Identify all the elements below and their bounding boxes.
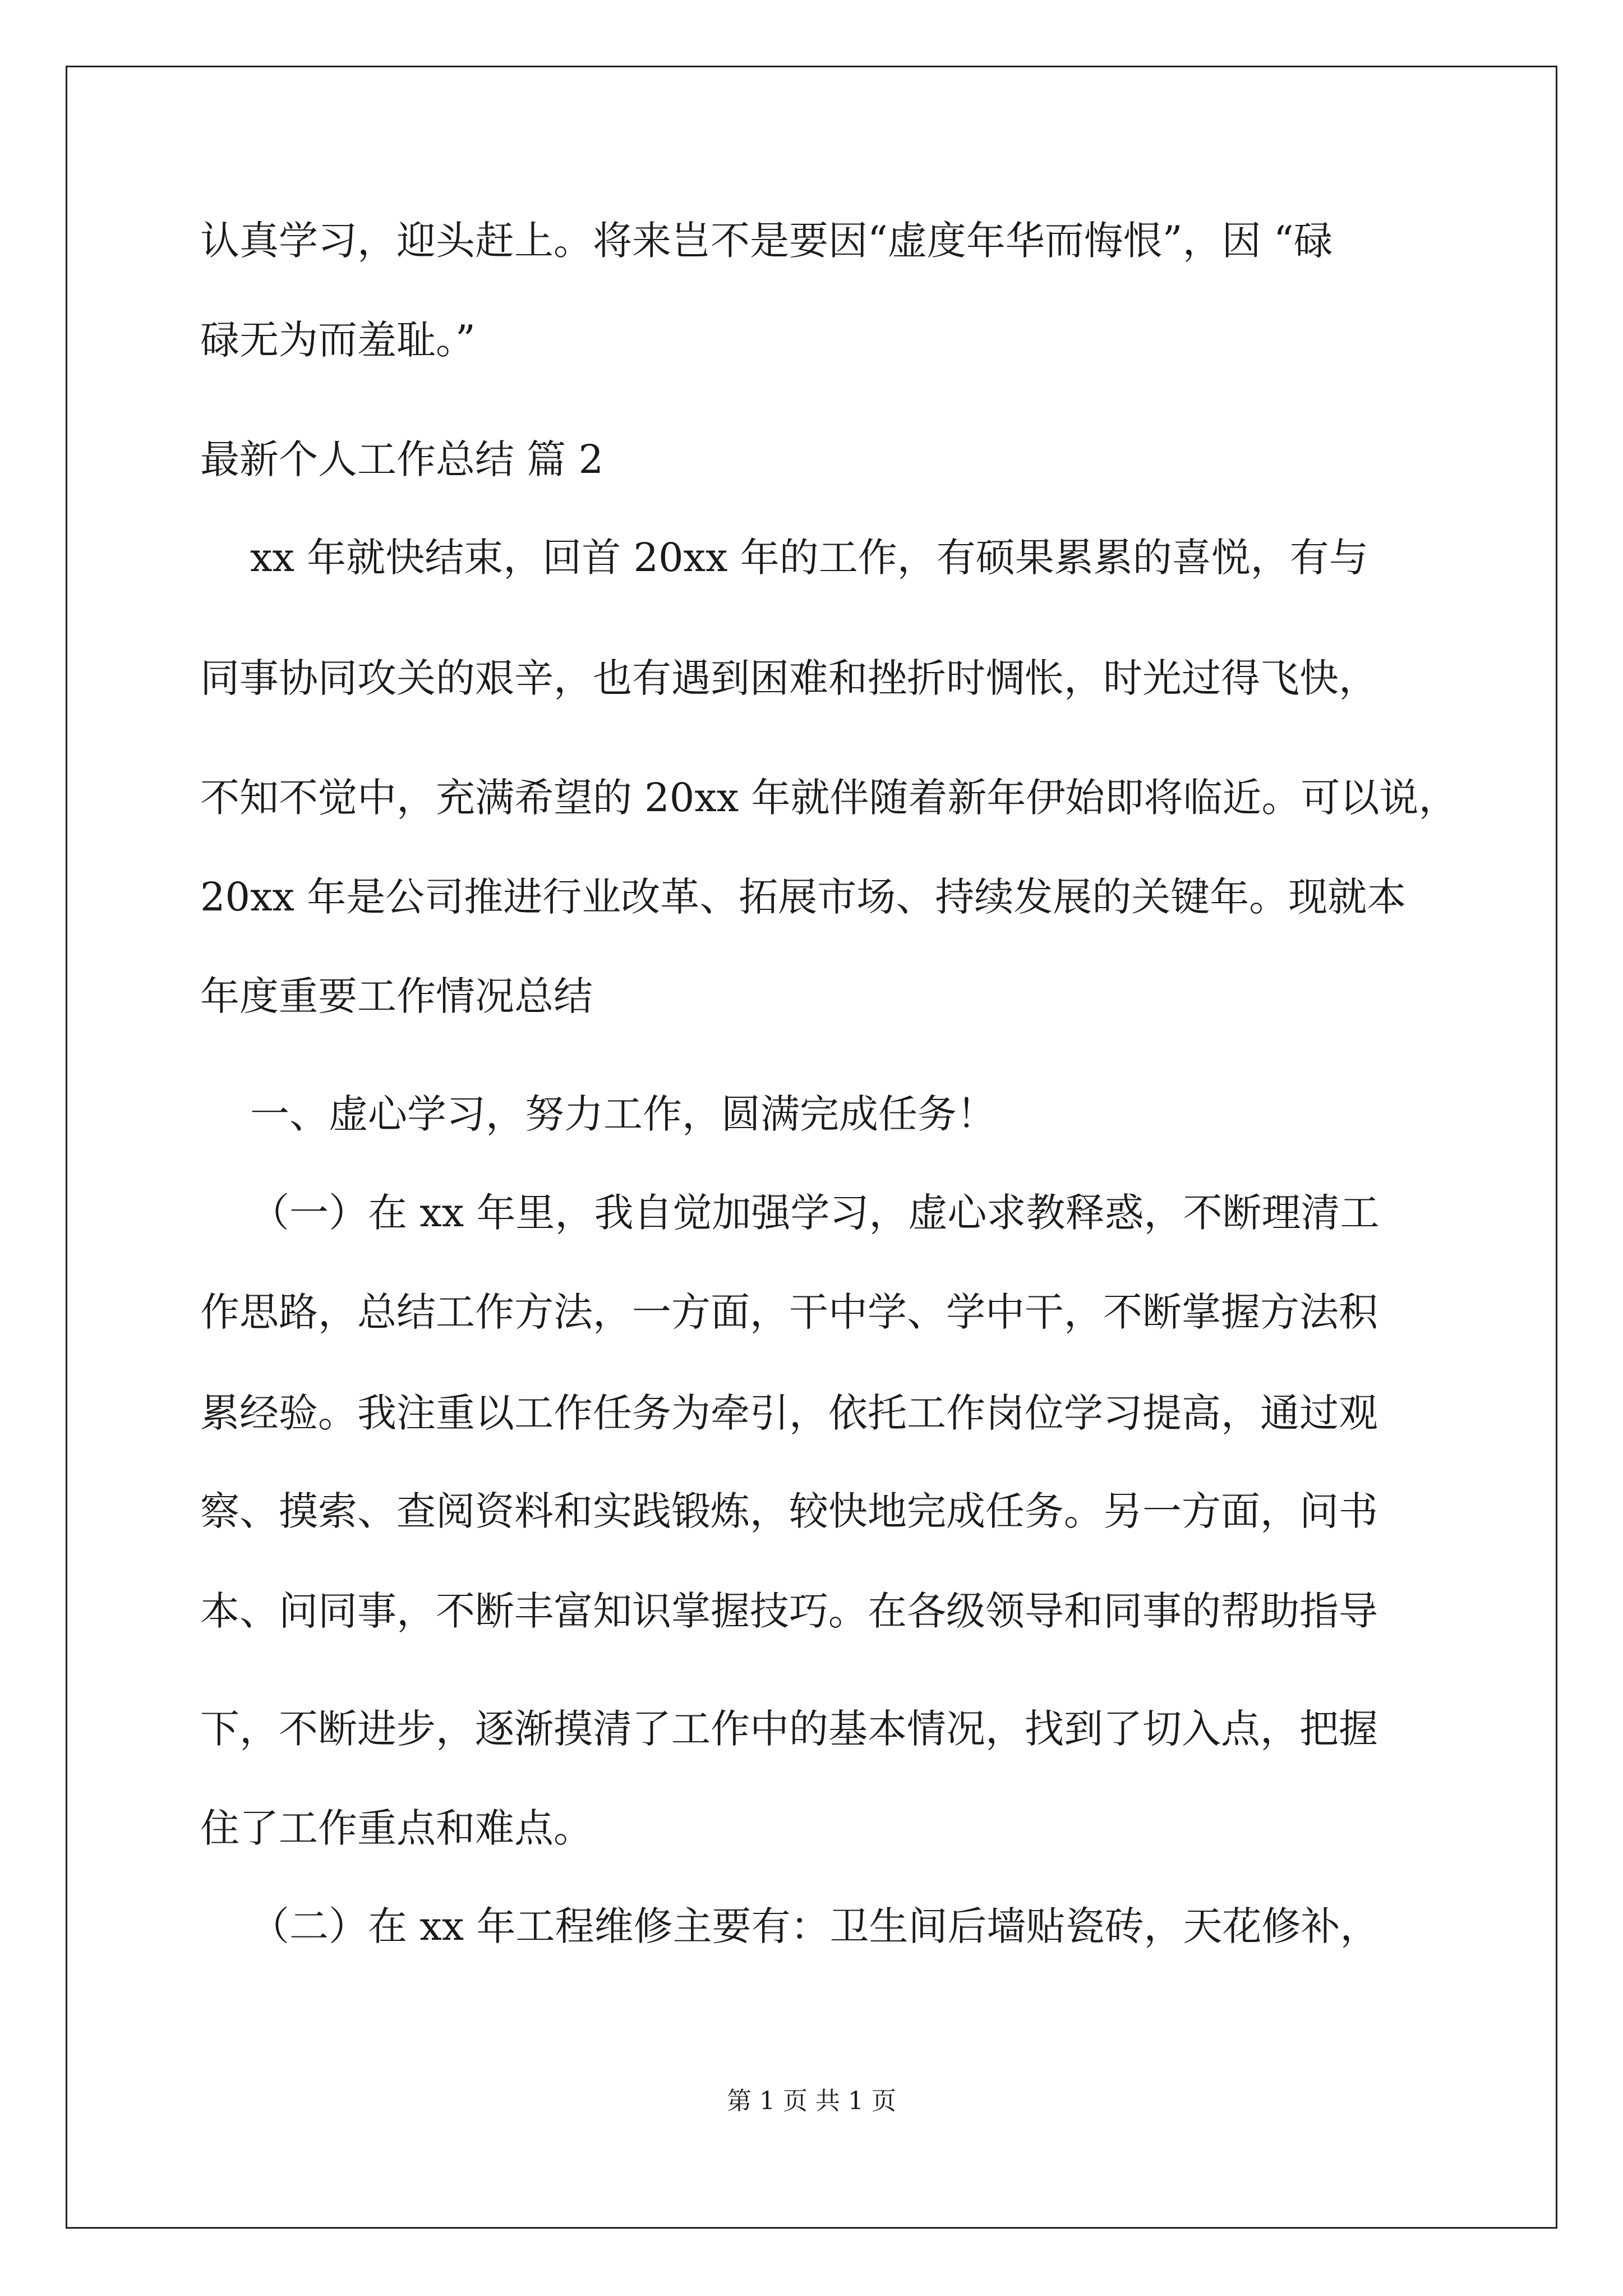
text-line: 住了工作重点和难点。 — [200, 1805, 593, 1851]
text-line: 一、虚心学习，努力工作，圆满完成任务！ — [200, 1091, 997, 1137]
text-line: （一）在 xx 年里，我自觉加强学习，虚心求教释惑，不断理清工 — [200, 1190, 1380, 1236]
text-line: xx 年就快结束，回首 20xx 年的工作，有硕果累累的喜悦，有与 — [200, 535, 1368, 581]
text-line: 不知不觉中，充满希望的 20xx 年就伴随着新年伊始即将临近。可以说， — [200, 775, 1458, 821]
text-line: 累经验。我注重以工作任务为牵引，依托工作岗位学习提高，通过观 — [200, 1390, 1378, 1436]
text-line: 察、摸索、查阅资料和实践锻炼，较快地完成任务。另一方面，问书 — [200, 1488, 1378, 1534]
page-footer: 第 1 页 共 1 页 — [727, 2087, 896, 2115]
text-line: （二）在 xx 年工程维修主要有：卫生间后墙贴瓷砖，天花修补， — [200, 1903, 1380, 1949]
text-line: 碌无为而羞耻。” — [200, 317, 476, 363]
text-line: 本、问同事，不断丰富知识掌握技巧。在各级领导和同事的帮助指导 — [200, 1588, 1378, 1634]
text-line: 作思路，总结工作方法，一方面，干中学、学中干，不断掌握方法积 — [200, 1289, 1378, 1335]
text-line: 年度重要工作情况总结 — [200, 973, 593, 1019]
section-heading: 最新个人工作总结 篇 2 — [200, 436, 604, 482]
text-line: 20xx 年是公司推进行业改革、拓展市场、持续发展的关键年。现就本 — [200, 874, 1407, 920]
text-line: 同事协同攻关的艰辛，也有遇到困难和挫折时惆怅，时光过得飞快， — [200, 655, 1378, 701]
text-line: 下，不断进步，逐渐摸清了工作中的基本情况，找到了切入点，把握 — [200, 1706, 1378, 1752]
text-line: 认真学习，迎头赶上。将来岂不是要因“虚度年华而悔恨”，因 “碌 — [200, 218, 1333, 264]
